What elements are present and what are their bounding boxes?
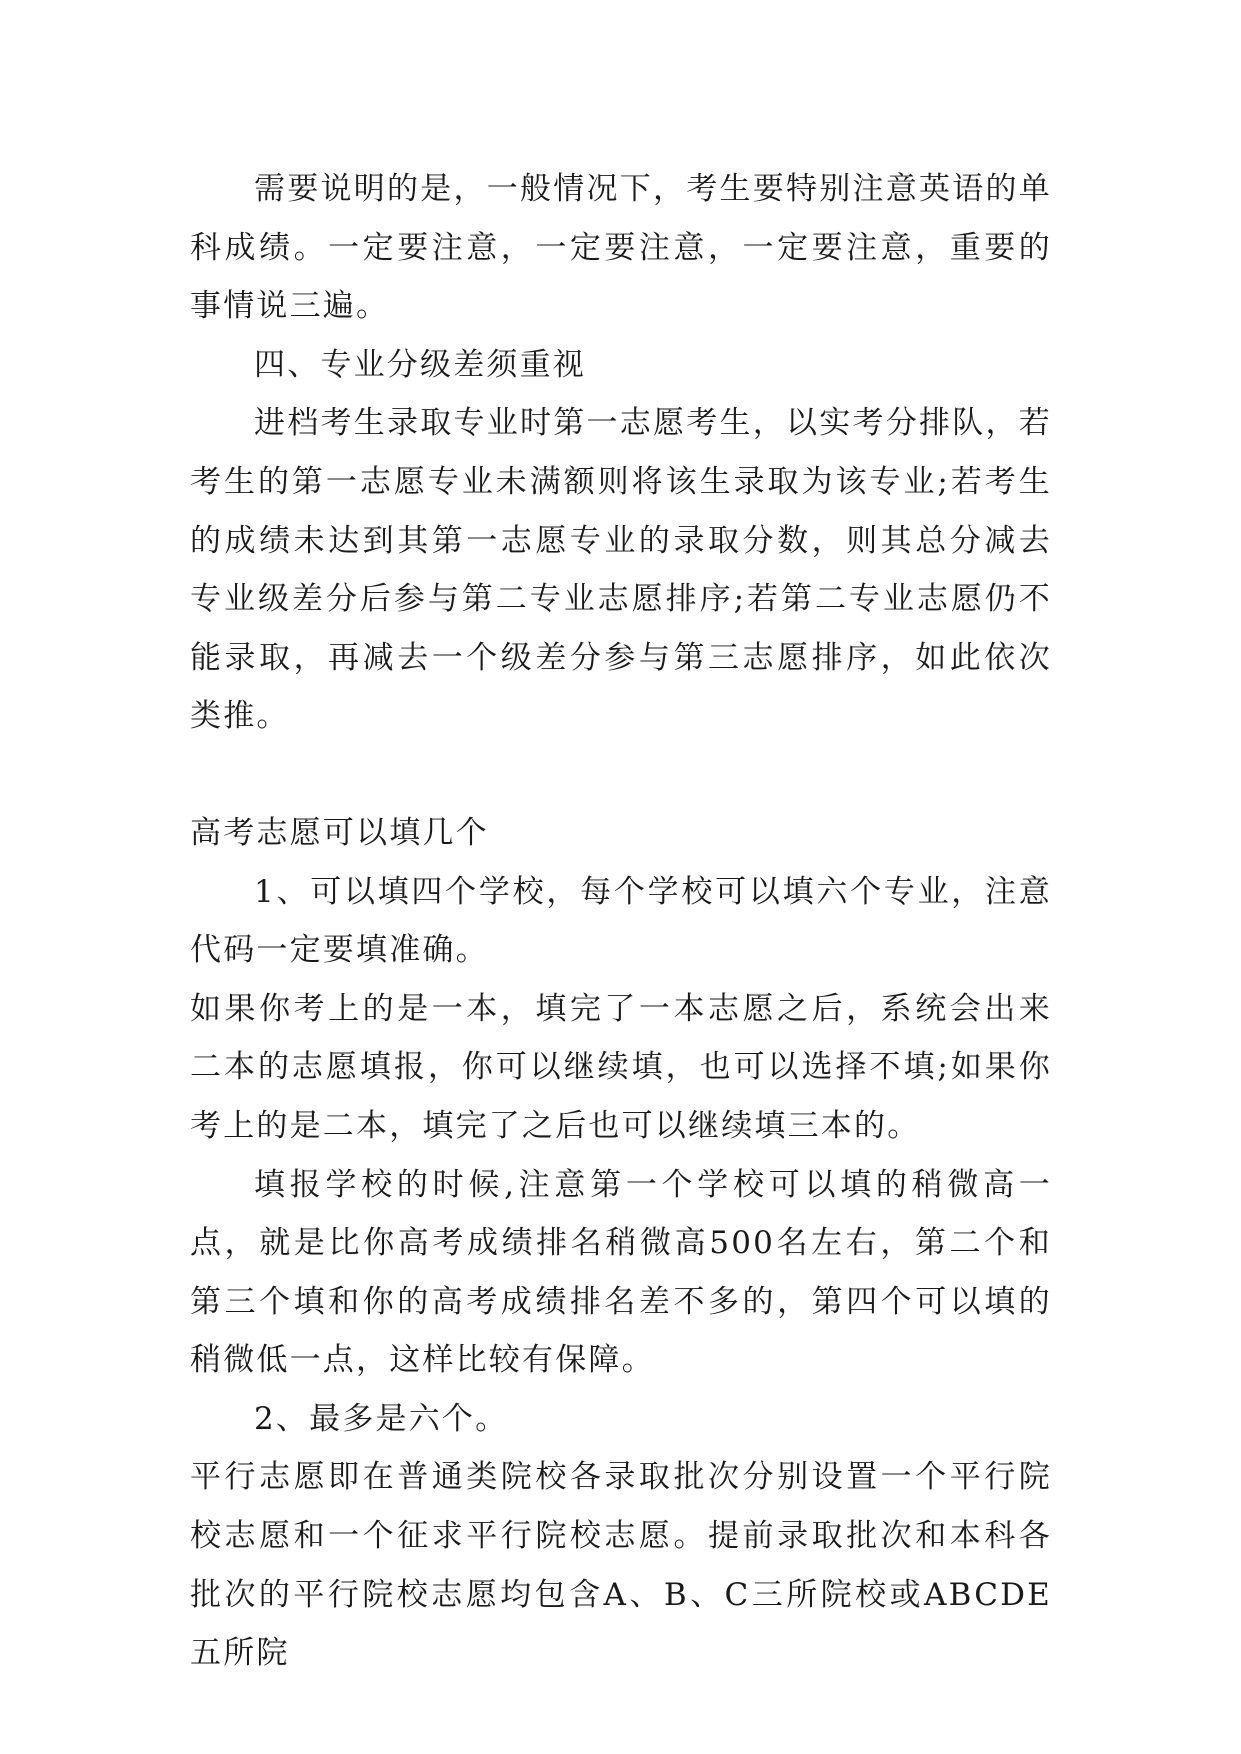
section-heading-how-many-choices: 高考志愿可以填几个 bbox=[190, 814, 489, 851]
paragraph-at-most-six: 2、最多是六个。 bbox=[254, 1400, 509, 1437]
paragraph-school-choice-strategy: 填报学校的时候,注意第一个学校可以填的稍微高一点，就是比你高考成绩排名稍微高500名左右，第二个和第三个填和你的高考成绩排名差不多的，第四个可以填的稍微低一点，这样比较有保障。 bbox=[190, 1166, 1052, 1379]
paragraph-first-tier-second-tier: 如果你考上的是一本，填完了一本志愿之后，系统会出来二本的志愿填报，你可以继续填，也可以选择不填;如果你考上的是二本，填完了之后也可以继续填三本的。 bbox=[190, 990, 1052, 1144]
paragraph-four-schools: 1、可以填四个学校，每个学校可以填六个专业，注意代码一定要填准确。 bbox=[190, 873, 1052, 969]
paragraph-parallel-choices: 平行志愿即在普通类院校各录取批次分别设置一个平行院校志愿和一个征求平行院校志愿。提前录取批次和本科各批次的平行院校志愿均包含A、B、C三所院校或ABCDE五所院 bbox=[190, 1459, 1052, 1672]
paragraph-english-score-note: 需要说明的是，一般情况下，考生要特别注意英语的单科成绩。一定要注意，一定要注意，一定要注意，重要的事情说三遍。 bbox=[190, 171, 1052, 325]
document-body bbox=[190, 160, 1052, 1683]
paragraph-major-admission-rule: 进档考生录取专业时第一志愿考生，以实考分排队，若考生的第一志愿专业未满额则将该生录取为该专业;若考生的成绩未达到其第一志愿专业的录取分数，则其总分减去专业级差分后参与第二专业志愿排序;若第二专业志愿仍不能录取，再减去一个级差分参与第三志愿排序，如此依次类推。 bbox=[190, 405, 1052, 735]
section-heading-major-level-gap: 四、专业分级差须重视 bbox=[254, 346, 586, 383]
